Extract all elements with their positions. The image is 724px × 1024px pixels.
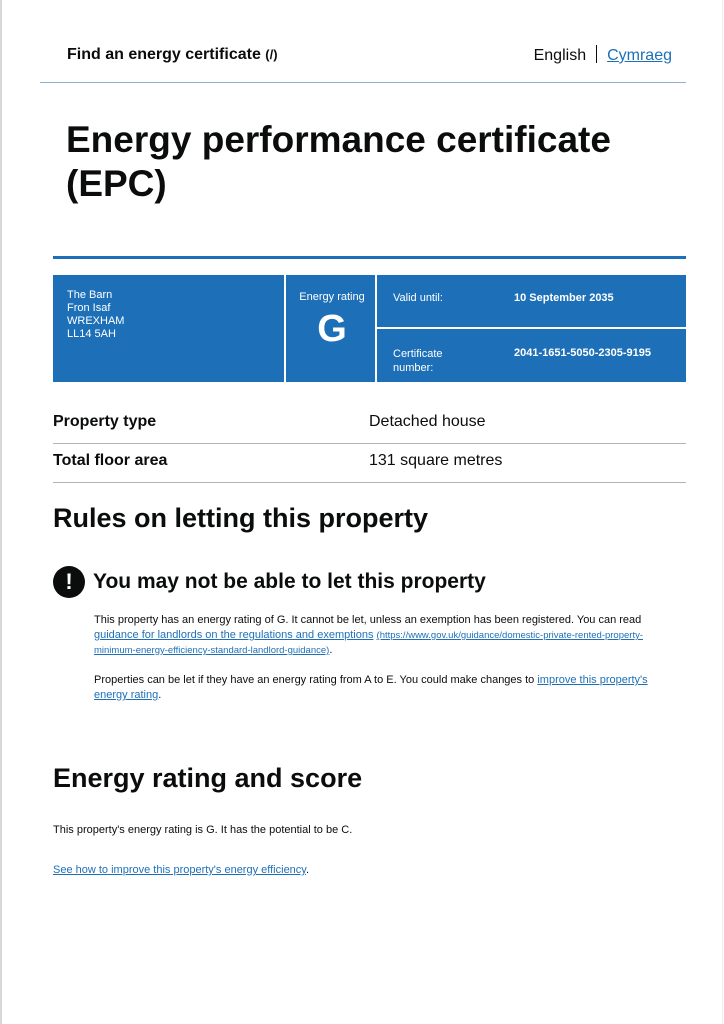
summary-key: Property type (53, 413, 157, 430)
language-english: English (533, 47, 587, 64)
summary-row-property-type (53, 405, 686, 444)
improve-efficiency-link[interactable]: See how to improve this property's energy efficiency (53, 864, 306, 876)
page-title-line-2: (EPC) (66, 163, 167, 204)
summary-row-floor-area (53, 444, 686, 483)
service-name-text: Find an energy certificate (67, 46, 261, 63)
letting-rating-paragraph (94, 673, 669, 703)
paragraph-text: This property has an energy rating of G. It cannot be let, unless an exemption has been registered. You can read (94, 614, 642, 626)
panel-divider (284, 275, 286, 382)
page-title (66, 118, 611, 206)
summary-key: Total floor area (53, 452, 168, 469)
paragraph-text: Properties can be let if they have an energy rating from A to E. You could make changes to (94, 674, 538, 686)
panel-divider (377, 327, 686, 329)
page-edge (0, 0, 2, 1024)
address-line: Fron Isaf (67, 302, 111, 314)
summary-value: 131 square metres (369, 452, 503, 469)
valid-until-date: 10 September 2035 (514, 292, 614, 304)
energy-efficiency-link-paragraph (53, 863, 673, 878)
warning-heading: You may not be able to let this property (93, 570, 486, 593)
title-divider (53, 256, 686, 259)
address-postcode: LL14 5AH (67, 328, 116, 340)
certificate-summary-panel (53, 275, 686, 382)
energy-rating-label: Energy rating (299, 291, 365, 303)
paragraph-text: . (329, 644, 333, 656)
improve-rating-link[interactable]: improve this property's energy rating (94, 674, 648, 701)
property-address (67, 289, 124, 341)
service-name-link[interactable] (67, 46, 278, 64)
letting-rules-heading: Rules on letting this property (53, 503, 429, 533)
summary-value: Detached house (369, 413, 486, 430)
paragraph-text: . (305, 864, 310, 876)
language-separator (596, 45, 597, 63)
energy-rating-letter: G (317, 308, 347, 350)
page-title-line-1: Energy performance certificate (66, 119, 611, 160)
energy-rating-heading: Energy rating and score (53, 763, 363, 793)
landlord-guidance-link[interactable]: guidance for landlords on the regulations and exemptions (94, 629, 374, 641)
address-line: WREXHAM (67, 315, 125, 327)
language-cymraeg-link[interactable]: Cymraeg (607, 47, 672, 64)
certificate-number: 2041-1651-5050-2305-9195 (514, 347, 652, 359)
service-link-url: (/) (265, 47, 278, 62)
exclamation-icon: ! (53, 566, 85, 598)
valid-until-label: Valid until: (393, 292, 443, 304)
site-header (40, 34, 686, 83)
letting-exemption-paragraph (94, 613, 669, 658)
address-line: The Barn (67, 289, 113, 301)
landlord-guidance-url[interactable]: (https://www.gov.uk/guidance/domestic-private-rented-property-minimum-energy-efficiency-standard-landlord-guidance) (94, 630, 643, 656)
certificate-number-label: Certificate number: (393, 348, 443, 374)
energy-rating-summary: This property's energy rating is G. It has the potential to be C. (53, 824, 353, 836)
language-switcher (534, 45, 672, 65)
paragraph-text: . (158, 689, 162, 701)
page-edge (722, 0, 723, 1024)
